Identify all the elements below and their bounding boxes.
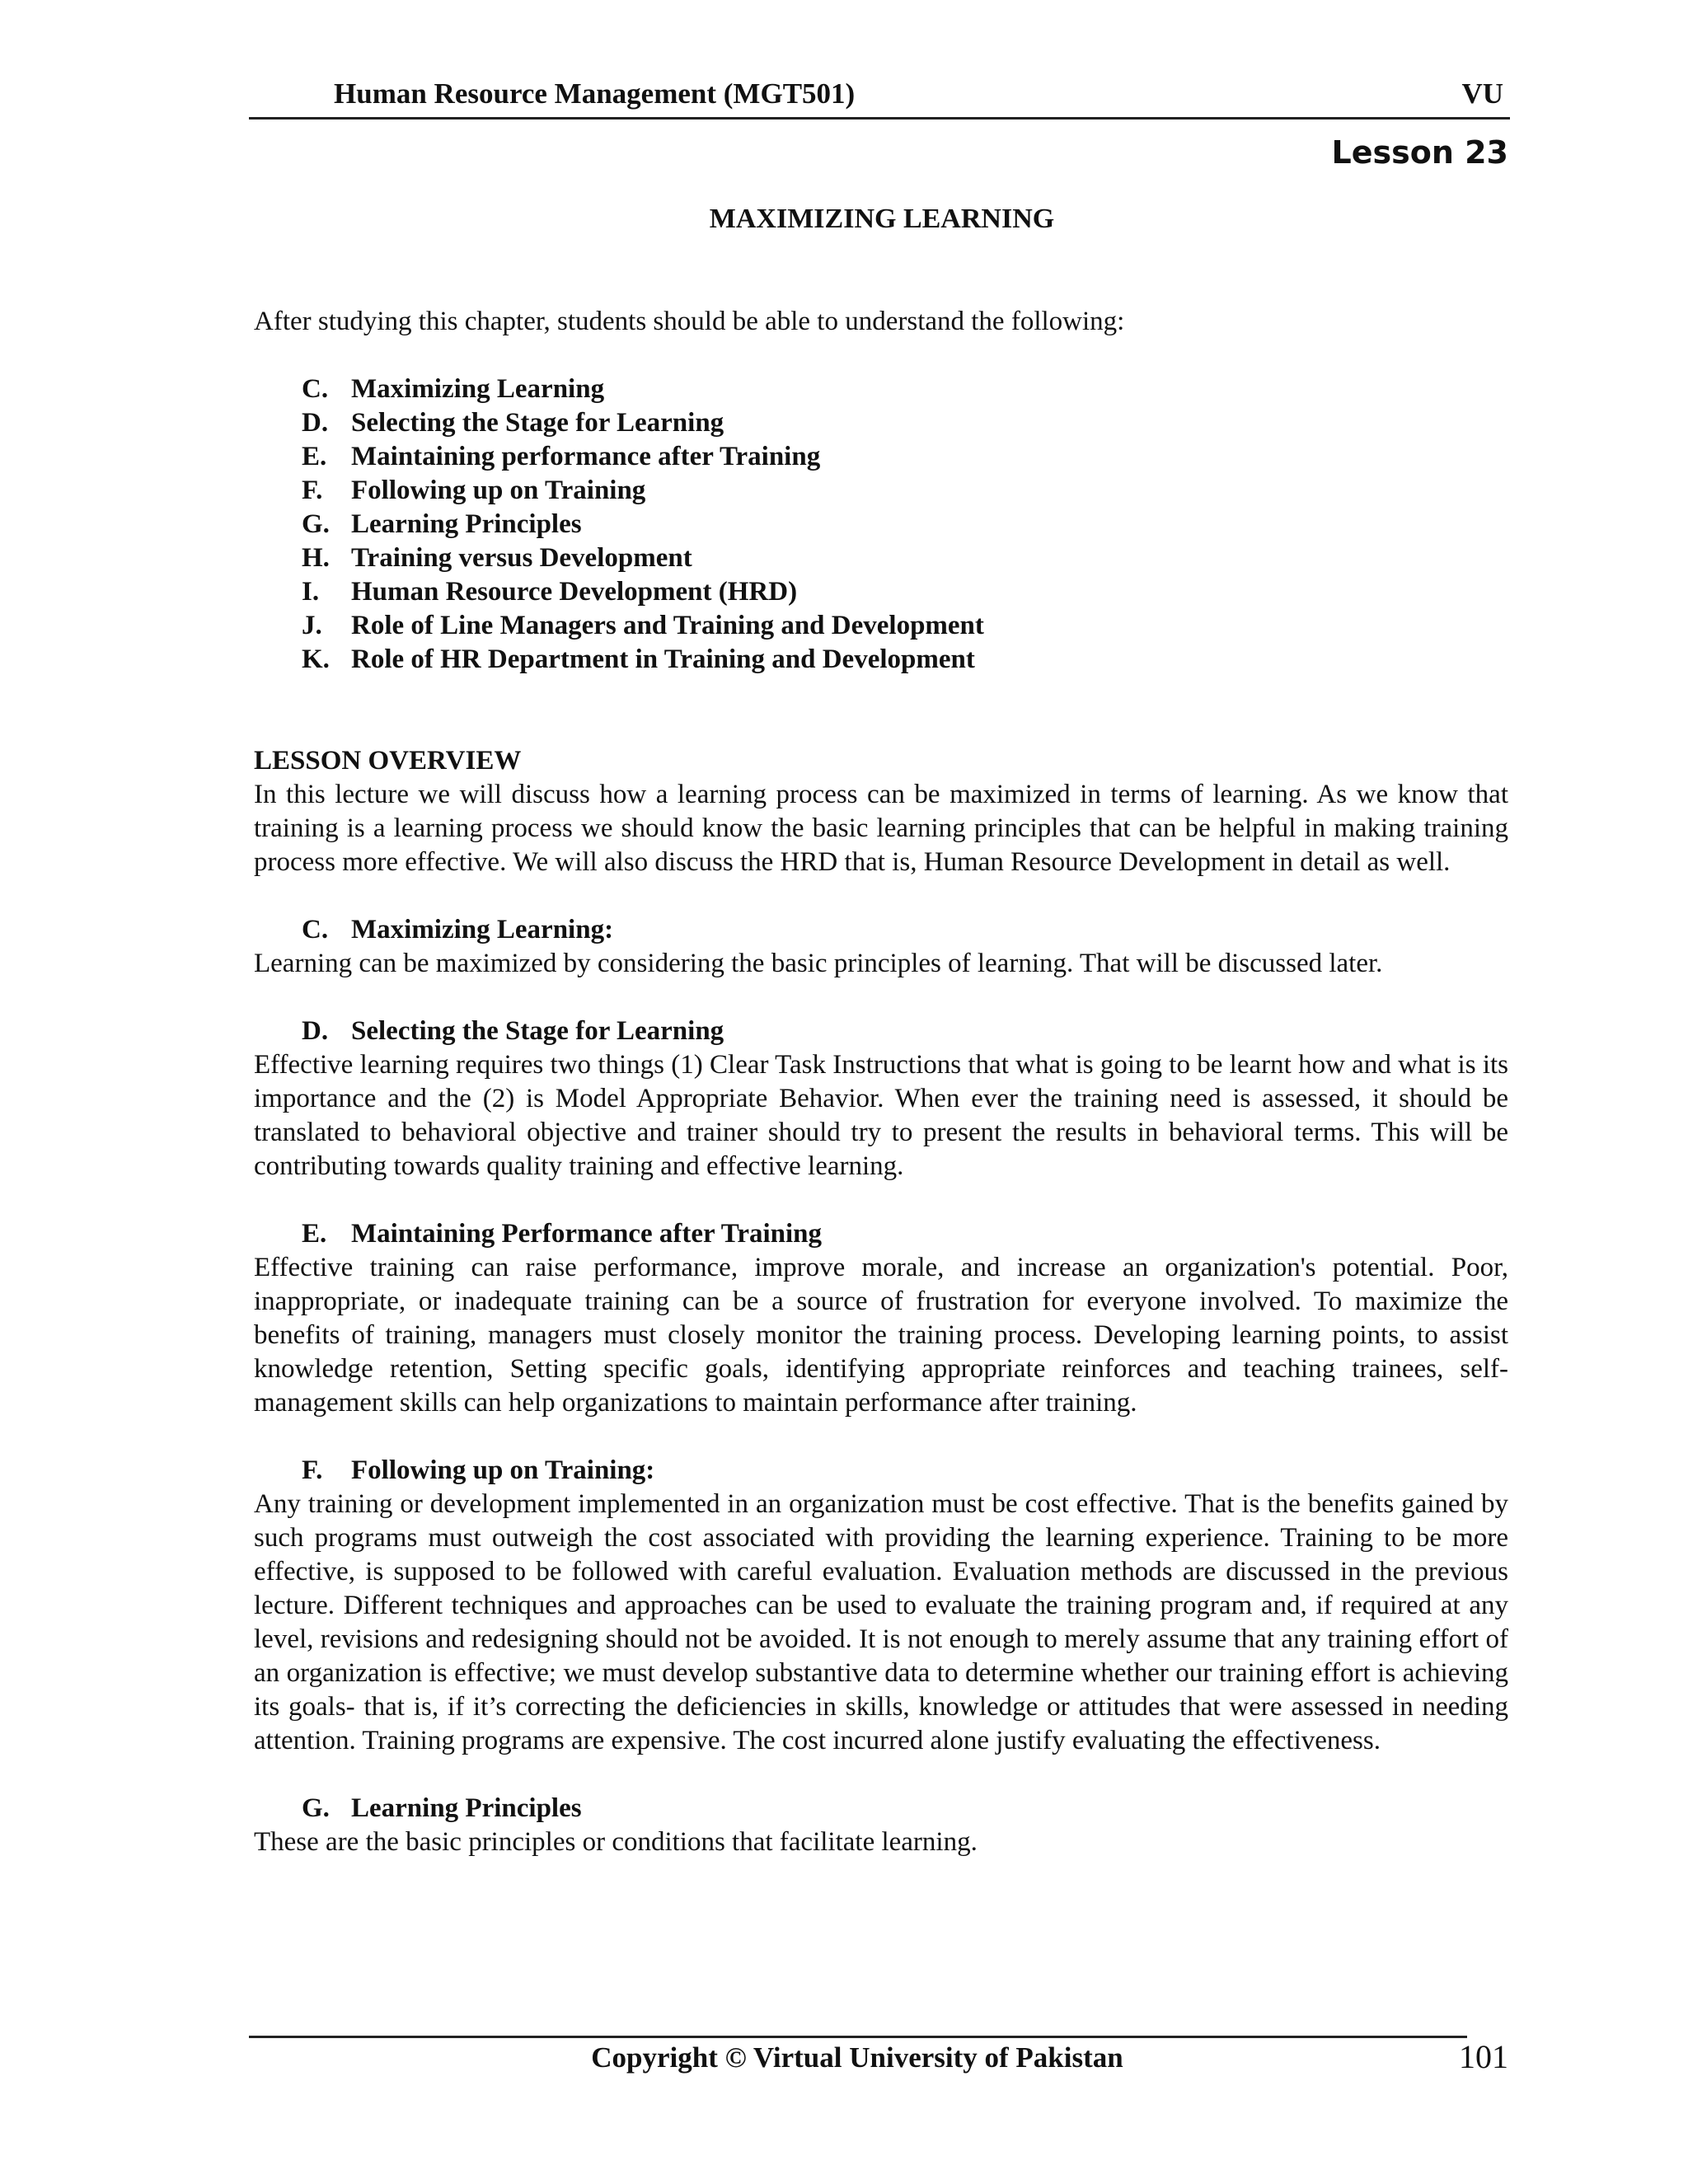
lesson-number: Lesson 23 bbox=[1331, 134, 1508, 171]
objective-item: G. Learning Principles bbox=[302, 509, 582, 539]
objective-item: D. Selecting the Stage for Learning bbox=[302, 408, 724, 438]
section-heading: E. Maintaining Performance after Training bbox=[302, 1219, 823, 1249]
objectives-list bbox=[254, 373, 1508, 677]
objective-item: J. Role of Line Managers and Training and Development bbox=[302, 611, 984, 640]
objective-item: F. Following up on Training bbox=[302, 476, 646, 505]
section-text: Effective learning requires two things (1) Clear Task Instructions that what is going to be learnt how and what is its importance and the (2) is Model Appropriate Behavior. When ever the training need is assessed, it should be translated to behavioral objective and trainer should try to present the results in behavioral terms. This will be contributing towards quality training and effective learning. bbox=[254, 1050, 1508, 1181]
section-heading: F. Following up on Training: bbox=[302, 1455, 655, 1485]
page-header bbox=[249, 76, 1510, 120]
section-text: Any training or development implemented in an organization must be cost effective. That is the benefits gained by such programs must outweigh the cost associated with providing the learning experience. Training to be more effective, is supposed to be followed with careful evaluation. Evaluation methods are discussed in the previous lecture. Different techniques and approaches can be used to evaluate the training program and, if required at any level, revisions and redesigning should not be avoided. It is not enough to merely assume that any training effort of an organization is effective; we must develop substantive data to determine whether our training effort is achieving its goals- that is, if it’s correcting the deficiencies in skills, knowledge or attitudes that were assessed in needing attention. Training programs are expensive. The cost incurred alone justify evaluating the effectiveness. bbox=[254, 1489, 1508, 1755]
objective-item: I. Human Resource Development (HRD) bbox=[302, 577, 798, 607]
section-text: Learning can be maximized by considering the basic principles of learning. That will be discussed later. bbox=[254, 949, 1383, 978]
page-number: 101 bbox=[1459, 2038, 1508, 2075]
section-heading: D. Selecting the Stage for Learning bbox=[302, 1016, 724, 1046]
objective-item: C. Maximizing Learning bbox=[302, 374, 605, 404]
document-body bbox=[254, 305, 1508, 1859]
footer-rule bbox=[249, 2036, 1467, 2038]
section-heading: G. Learning Principles bbox=[302, 1793, 582, 1823]
section-text: Effective training can raise performance, improve morale, and increase an organization's potential. Poor, inappropriate, or inadequate training can be a source of frustration for everyone involved. To maximize the benefits of training, managers must closely monitor the training process. Developing learning points, to assist knowledge retention, Setting specific goals, identifying appropriate reinforces and teaching trainees, self-management skills can help organizations to maintain performance after training. bbox=[254, 1253, 1508, 1418]
copyright-text: Copyright © Virtual University of Pakistan bbox=[591, 2041, 1123, 2074]
page-title: MAXIMIZING LEARNING bbox=[709, 204, 1055, 234]
course-title: Human Resource Management (MGT501) bbox=[334, 77, 856, 110]
section-text: These are the basic principles or conditions that facilitate learning. bbox=[254, 1827, 978, 1857]
objective-item: K. Role of HR Department in Training and Development bbox=[302, 644, 975, 674]
section-heading: C. Maximizing Learning: bbox=[302, 915, 614, 944]
overview-text: In this lecture we will discuss how a learning process can be maximized in terms of learning. As we know that training is a learning process we should know the basic learning principles that can be helpful in making training process more effective. We will also discuss the HRD that is, Human Resource Development in detail as well. bbox=[254, 780, 1508, 877]
university-abbr: VU bbox=[1461, 77, 1503, 110]
objective-item: H. Training versus Development bbox=[302, 543, 692, 573]
intro-text: After studying this chapter, students should be able to understand the following: bbox=[254, 307, 1125, 336]
overview-heading: LESSON OVERVIEW bbox=[254, 746, 522, 776]
objective-item: E. Maintaining performance after Training bbox=[302, 442, 821, 471]
